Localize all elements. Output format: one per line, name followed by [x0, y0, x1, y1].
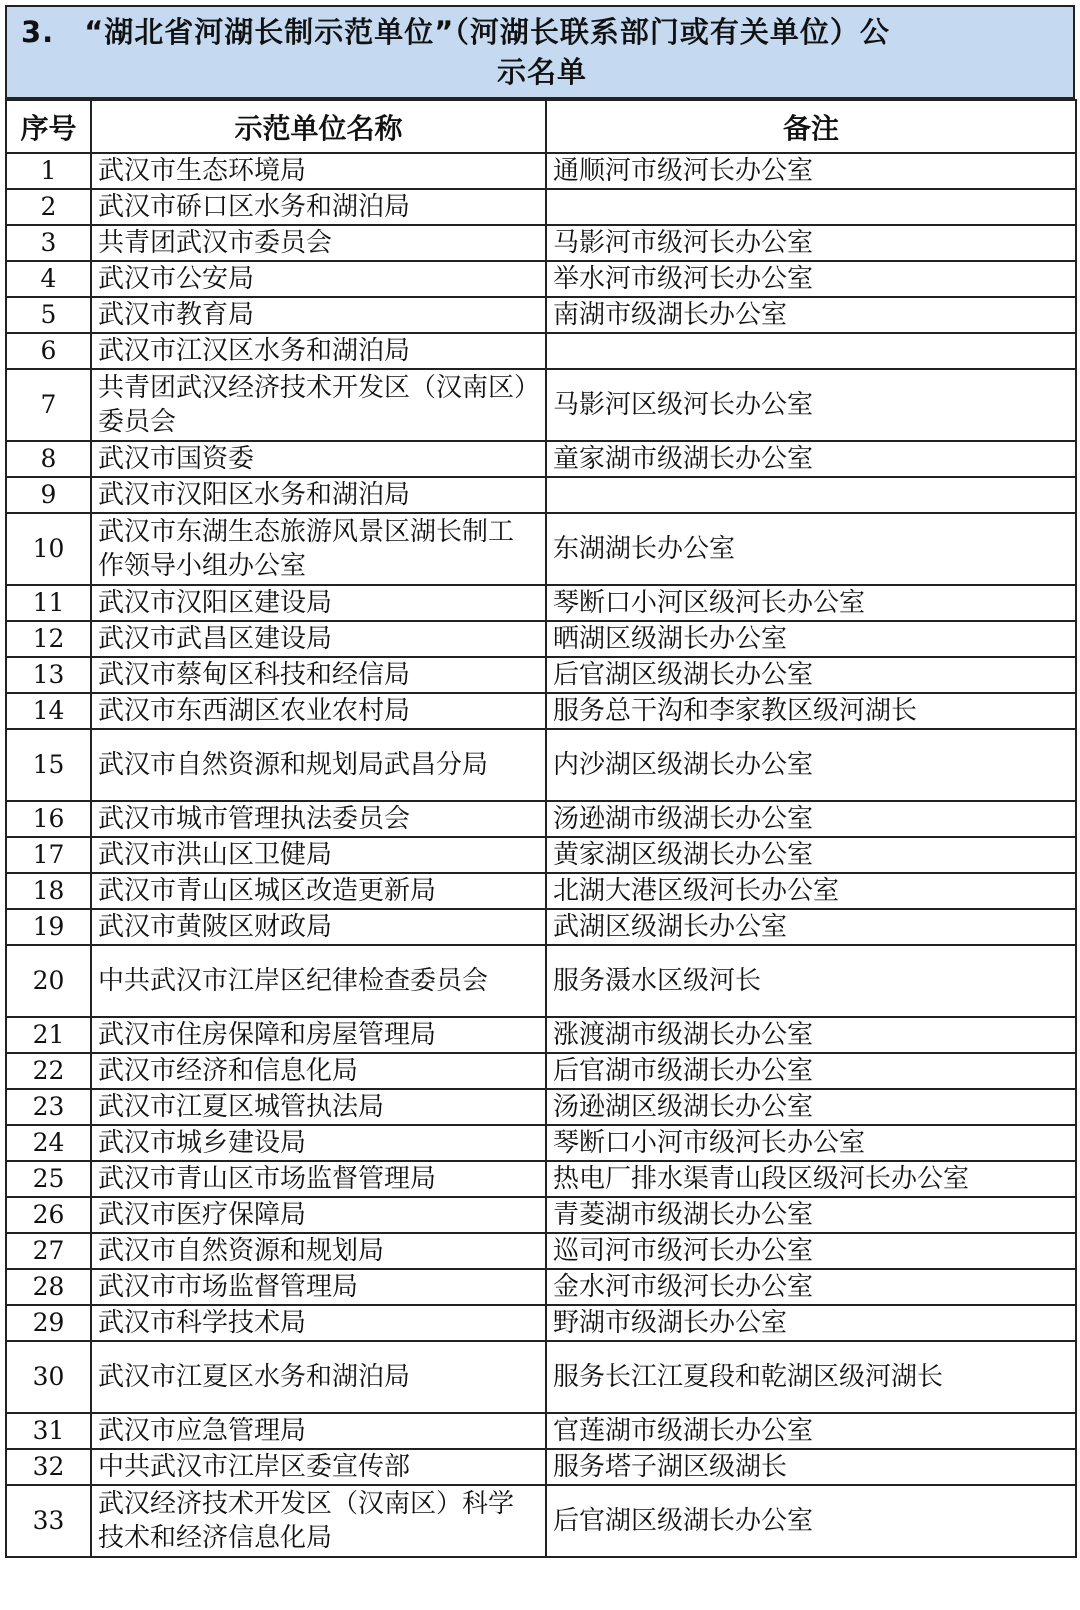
table-row: [6, 513, 1076, 585]
remark-cell: 汤逊湖市级湖长办公室: [546, 801, 1076, 837]
header-remark: 备注: [546, 100, 1076, 153]
table-row: [6, 1125, 1076, 1161]
row-number: 14: [6, 693, 91, 729]
table-row: [6, 189, 1076, 225]
unit-name-cell: 武汉市生态环境局: [91, 153, 546, 189]
remark-cell: 服务滠水区级河长: [546, 945, 1076, 1017]
table-row: [6, 1053, 1076, 1089]
unit-name-cell: 武汉市经济和信息化局: [91, 1053, 546, 1089]
table-row: [6, 1233, 1076, 1269]
unit-name-cell: 武汉市国资委: [91, 441, 546, 477]
unit-name-cell: 武汉市蔡甸区科技和经信局: [91, 657, 546, 693]
row-number: 6: [6, 333, 91, 369]
row-number: 5: [6, 297, 91, 333]
table-row: [6, 1485, 1076, 1557]
table-row: [6, 585, 1076, 621]
header-unit-name: 示范单位名称: [91, 100, 546, 153]
table-row: [6, 441, 1076, 477]
unit-name-cell: 武汉市江夏区城管执法局: [91, 1089, 546, 1125]
row-number: 22: [6, 1053, 91, 1089]
row-number: 30: [6, 1341, 91, 1413]
remark-cell: [546, 333, 1076, 369]
remark-cell: 通顺河市级河长办公室: [546, 153, 1076, 189]
unit-name-cell: 武汉市自然资源和规划局武昌分局: [91, 729, 546, 801]
row-number: 32: [6, 1449, 91, 1485]
table-row: [6, 1305, 1076, 1341]
unit-name-cell: 共青团武汉市委员会: [91, 225, 546, 261]
row-number: 4: [6, 261, 91, 297]
table-row: [6, 1017, 1076, 1053]
remark-cell: 服务长江江夏段和乾湖区级河湖长: [546, 1341, 1076, 1413]
remark-cell: 服务塔子湖区级湖长: [546, 1449, 1076, 1485]
row-number: 27: [6, 1233, 91, 1269]
row-number: 1: [6, 153, 91, 189]
unit-name-cell: 武汉市科学技术局: [91, 1305, 546, 1341]
remark-cell: 武湖区级湖长办公室: [546, 909, 1076, 945]
table-header-row: [6, 100, 1076, 153]
row-number: 2: [6, 189, 91, 225]
table-row: [6, 621, 1076, 657]
unit-name-cell: 武汉市城乡建设局: [91, 1125, 546, 1161]
row-number: 8: [6, 441, 91, 477]
table-row: [6, 945, 1076, 1017]
unit-name-cell: 武汉市青山区市场监督管理局: [91, 1161, 546, 1197]
page-title: [5, 5, 1075, 99]
table-row: [6, 1089, 1076, 1125]
unit-name-cell: 武汉市汉阳区水务和湖泊局: [91, 477, 546, 513]
table-row: [6, 369, 1076, 441]
remark-cell: 东湖湖长办公室: [546, 513, 1076, 585]
row-number: 3: [6, 225, 91, 261]
row-number: 19: [6, 909, 91, 945]
unit-name-cell: 武汉市洪山区卫健局: [91, 837, 546, 873]
row-number: 24: [6, 1125, 91, 1161]
unit-name-cell: 武汉市东湖生态旅游风景区湖长制工作领导小组办公室: [91, 513, 546, 585]
header-number: 序号: [6, 100, 91, 153]
table-row: [6, 1161, 1076, 1197]
title-line-1: 3. “湖北省河湖长制示范单位”（河湖长联系部门或有关单位）公: [21, 15, 890, 49]
table-row: [6, 693, 1076, 729]
row-number: 15: [6, 729, 91, 801]
table-row: [6, 477, 1076, 513]
row-number: 18: [6, 873, 91, 909]
unit-name-cell: 武汉市医疗保障局: [91, 1197, 546, 1233]
remark-cell: 官莲湖市级湖长办公室: [546, 1413, 1076, 1449]
table-row: [6, 909, 1076, 945]
remark-cell: 琴断口小河市级河长办公室: [546, 1125, 1076, 1161]
remark-cell: 后官湖区级湖长办公室: [546, 657, 1076, 693]
row-number: 28: [6, 1269, 91, 1305]
unit-name-cell: 武汉市硚口区水务和湖泊局: [91, 189, 546, 225]
remark-cell: 黄家湖区级湖长办公室: [546, 837, 1076, 873]
title-line-2: 示名单: [496, 55, 587, 89]
remark-cell: 南湖市级湖长办公室: [546, 297, 1076, 333]
remark-cell: 巡司河市级河长办公室: [546, 1233, 1076, 1269]
remark-cell: 琴断口小河区级河长办公室: [546, 585, 1076, 621]
table-row: [6, 225, 1076, 261]
table-row: [6, 333, 1076, 369]
remark-cell: 举水河市级河长办公室: [546, 261, 1076, 297]
remark-cell: 青菱湖市级湖长办公室: [546, 1197, 1076, 1233]
table-row: [6, 729, 1076, 801]
table-row: [6, 801, 1076, 837]
remark-cell: 服务总干沟和李家教区级河湖长: [546, 693, 1076, 729]
table-row: [6, 1413, 1076, 1449]
remark-cell: 野湖市级湖长办公室: [546, 1305, 1076, 1341]
row-number: 23: [6, 1089, 91, 1125]
row-number: 31: [6, 1413, 91, 1449]
unit-name-cell: 武汉市武昌区建设局: [91, 621, 546, 657]
unit-name-cell: 武汉市城市管理执法委员会: [91, 801, 546, 837]
table-row: [6, 1269, 1076, 1305]
unit-name-cell: 武汉市江夏区水务和湖泊局: [91, 1341, 546, 1413]
remark-cell: 后官湖市级湖长办公室: [546, 1053, 1076, 1089]
unit-name-cell: 武汉市青山区城区改造更新局: [91, 873, 546, 909]
remark-cell: 内沙湖区级湖长办公室: [546, 729, 1076, 801]
unit-name-cell: 武汉市汉阳区建设局: [91, 585, 546, 621]
row-number: 13: [6, 657, 91, 693]
remark-cell: 热电厂排水渠青山段区级河长办公室: [546, 1161, 1076, 1197]
table-row: [6, 297, 1076, 333]
unit-name-cell: 武汉市黄陂区财政局: [91, 909, 546, 945]
row-number: 33: [6, 1485, 91, 1557]
row-number: 9: [6, 477, 91, 513]
table-row: [6, 657, 1076, 693]
unit-name-cell: 武汉市东西湖区农业农村局: [91, 693, 546, 729]
unit-name-cell: 武汉市教育局: [91, 297, 546, 333]
remark-cell: 汤逊湖区级湖长办公室: [546, 1089, 1076, 1125]
remark-cell: [546, 477, 1076, 513]
row-number: 17: [6, 837, 91, 873]
table-row: [6, 837, 1076, 873]
table-row: [6, 1449, 1076, 1485]
row-number: 26: [6, 1197, 91, 1233]
remark-cell: 北湖大港区级河长办公室: [546, 873, 1076, 909]
unit-name-cell: 武汉市公安局: [91, 261, 546, 297]
remark-cell: 童家湖市级湖长办公室: [546, 441, 1076, 477]
unit-name-cell: 武汉市应急管理局: [91, 1413, 546, 1449]
row-number: 12: [6, 621, 91, 657]
unit-name-cell: 共青团武汉经济技术开发区（汉南区）委员会: [91, 369, 546, 441]
remark-cell: 后官湖区级湖长办公室: [546, 1485, 1076, 1557]
remark-cell: 涨渡湖市级湖长办公室: [546, 1017, 1076, 1053]
list-table: [5, 99, 1077, 1558]
remark-cell: 马影河市级河长办公室: [546, 225, 1076, 261]
row-number: 29: [6, 1305, 91, 1341]
unit-name-cell: 武汉市住房保障和房屋管理局: [91, 1017, 546, 1053]
table-row: [6, 1341, 1076, 1413]
table-row: [6, 153, 1076, 189]
unit-name-cell: 武汉市江汉区水务和湖泊局: [91, 333, 546, 369]
remark-cell: 金水河市级河长办公室: [546, 1269, 1076, 1305]
remark-cell: 晒湖区级湖长办公室: [546, 621, 1076, 657]
unit-name-cell: 武汉市自然资源和规划局: [91, 1233, 546, 1269]
table-row: [6, 261, 1076, 297]
unit-name-cell: 中共武汉市江岸区纪律检查委员会: [91, 945, 546, 1017]
row-number: 11: [6, 585, 91, 621]
remark-cell: [546, 189, 1076, 225]
unit-name-cell: 中共武汉市江岸区委宣传部: [91, 1449, 546, 1485]
row-number: 10: [6, 513, 91, 585]
remark-cell: 马影河区级河长办公室: [546, 369, 1076, 441]
table-row: [6, 1197, 1076, 1233]
unit-name-cell: 武汉经济技术开发区（汉南区）科学技术和经济信息化局: [91, 1485, 546, 1557]
table-row: [6, 873, 1076, 909]
row-number: 16: [6, 801, 91, 837]
row-number: 7: [6, 369, 91, 441]
row-number: 21: [6, 1017, 91, 1053]
row-number: 20: [6, 945, 91, 1017]
unit-name-cell: 武汉市市场监督管理局: [91, 1269, 546, 1305]
row-number: 25: [6, 1161, 91, 1197]
